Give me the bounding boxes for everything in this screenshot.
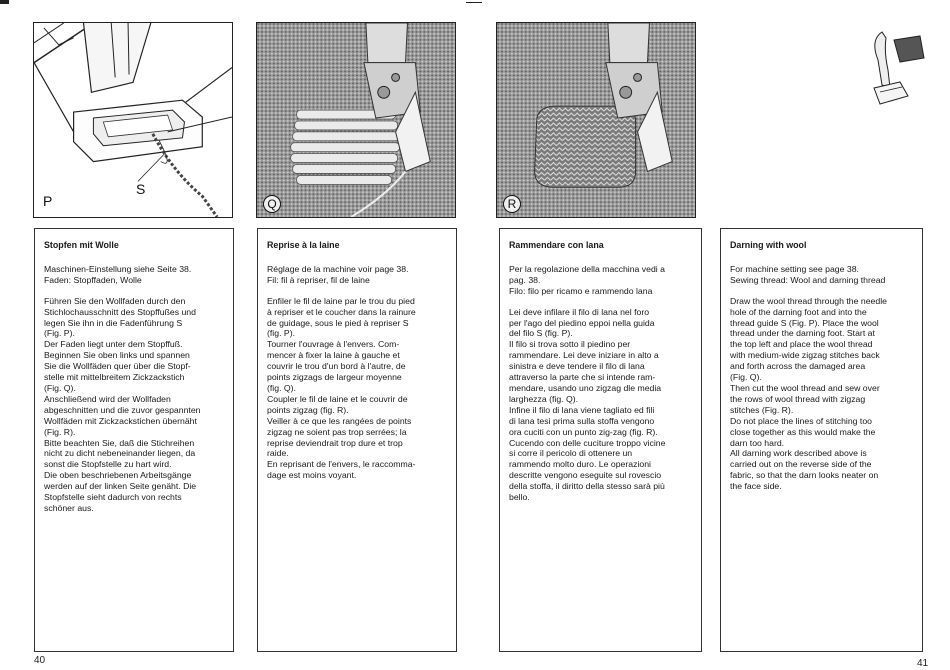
- crop-mark-top-left: [0, 0, 9, 4]
- thread-guide-s-label: S: [136, 181, 146, 197]
- figure-q-label: Q: [263, 195, 281, 213]
- figure-q: [256, 22, 456, 218]
- paragraph: Führen Sie den Wollfaden durch den Stichlochausschnitt des Stopffußes und legen Sie ihn in die Fadenführung S (Fig. P). Der Faden liegt unter dem Stopffuß. Beginnen Sie oben links und spannen Sie die Wollfäden quer über die Stopf- stelle mit mittelbreitem Zickzackstich (Fig. Q). Anschließend wird der Wollfaden abgeschnitten und die zuvor gespannten Wollfäden mit Zickzackstichen übernäht (Fig. R). Bitte beachten Sie, daß die Stichreihen nicht zu dicht nebeneinander liegen, da sonst die Stopfstelle zu hart wird. Die oben beschriebenen Arbeitsgänge werden auf der linken Seite genäht. Die Stopfstelle sieht dadurch von rechts schöner aus.: [44, 295, 201, 513]
- darning-foot-figure: [860, 30, 930, 110]
- paragraph: Réglage de la machine voir page 38. Fil: fil à repriser, fil de laine: [267, 263, 409, 285]
- figure-r: [496, 22, 696, 218]
- paragraph: Maschinen-Einstellung siehe Seite 38. Faden: Stopffaden, Wolle: [44, 263, 192, 285]
- paragraph: For machine setting see page 38. Sewing thread: Wool and darning thread: [730, 263, 886, 285]
- zigzag-over-wool-illustration: [497, 23, 695, 217]
- paragraph: Draw the wool thread through the needle hole of the darning foot and into the thread guide S (Fig. P). Place the wool thread under the darning foot. Start at the top left and place the wool thread with medium-wide zigzag stitches back and forth across the damaged area (Fig. Q). Then cut the wool thread and sew over the rows of wool thread with zigzag stitches (Fig. R). Do not place the lines of stitching too close together as this would make the darn too hard. All darning work described above is carried out on the reverse side of the fabric, so that the darn looks neater on the face side.: [730, 295, 887, 492]
- darning-foot-icon: [860, 30, 930, 110]
- figure-p-label: P: [43, 193, 53, 209]
- paragraph: Per la regolazione della macchina vedi a pag. 38. Filo: filo per ricamo e rammendo lana: [509, 263, 665, 296]
- paragraph: Lei deve infilare il filo di lana nel foro per l'ago del piedino eppoi nella guida del filo S (fig. P). Il filo si trova sotto il piedino per rammendare. Lei deve iniziare in alto a sinistra e deve tendere il filo di lana attraverso la parte che si intende ram- mendare, usando uno zigzag dle media larghezza (fig. Q). Infine il filo di lana viene tagliato ed fili di lana tesi prima sulla stoffa vengono ora cuciti con un punto zig-zag (fig. R). Cucendo con delle cuciture troppo vicine si corre il pericolo di ottenere un rammendo molto duro. Le operazioni descritte vengono eseguite sul rovescio della stoffa, il diritto della stesso sarà più bello.: [509, 306, 666, 503]
- page-number-left: 40: [34, 655, 46, 666]
- crop-mark-top-center: [466, 2, 482, 3]
- figure-p: [33, 22, 233, 218]
- column-french: [257, 228, 457, 652]
- wool-thread-spanning-illustration: [257, 23, 455, 217]
- darning-foot-closeup-illustration: [34, 23, 232, 217]
- section-title: Darning with wool: [730, 240, 807, 250]
- section-title: Reprise à la laine: [267, 240, 340, 250]
- section-title: Rammendare con lana: [509, 240, 604, 250]
- section-title: Stopfen mit Wolle: [44, 240, 119, 250]
- paragraph: Enfiler le fil de laine par le trou du pied à repriser et le coucher dans la rainure de guidage, sous le pied à repriser S (fig. P). Tourner l'ouvrage à l'envers. Com- mencer à fixer la laine à gauche et couvrir le trou d'un bord à l'autre, de points zigzags de largeur moyenne (fig. Q). Coupler le fil de laine et le couvrir de points zigzag (fig. R). Veiller à ce que les rangées de points zigzag ne soient pas trop serrées; la reprise deviendrait trop dure et trop raide. En reprisant de l'envers, le raccomma- dage est moins voyant.: [267, 295, 416, 481]
- figure-r-label: R: [503, 195, 521, 213]
- column-italian: [499, 228, 702, 652]
- column-english: [720, 228, 923, 652]
- page-number-right: 41: [917, 658, 929, 669]
- column-german: [34, 228, 234, 652]
